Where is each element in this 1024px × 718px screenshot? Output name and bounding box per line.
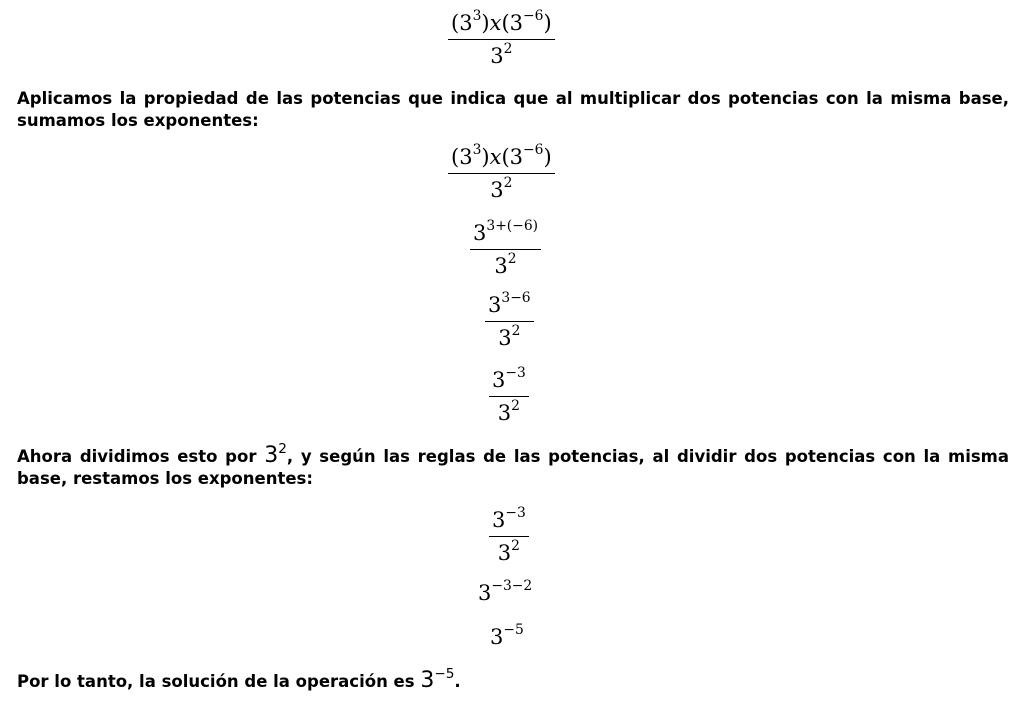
fraction-denominator: $3^2$ [497, 398, 520, 425]
paragraph-text: Por lo tanto, la solución de la operación es [17, 672, 421, 691]
fraction-denominator: $3^2$ [494, 251, 517, 278]
fraction-denominator: $3^2$ [497, 538, 520, 565]
explanation-paragraph-sum: Aplicamos la propiedad de las potencias que indica que al multiplicar dos potencias con la misma base, sumamos los exponentes: [17, 89, 1009, 130]
fraction-numerator: $(3^3)x(3^{-6})$ [451, 8, 552, 35]
paragraph-text: , y según las reglas de las potencias, al dividir dos potencias con la misma base, restamos los exponentes: [17, 447, 1009, 488]
inline-power: $3^2$ [264, 441, 287, 468]
fraction-numerator: $3^{3+(-6)}$ [473, 218, 539, 245]
fraction-numerator: $3^{3-6}$ [488, 290, 531, 317]
fraction-denominator: $3^2$ [498, 323, 521, 350]
initial-fraction [448, 8, 555, 68]
explanation-paragraph-subtract [17, 441, 1009, 490]
fraction-numerator: $3^{-3}$ [492, 365, 526, 392]
inline-power: $3^{-5}$ [420, 666, 455, 693]
fraction-denominator: $3^2$ [490, 175, 513, 202]
step5-fraction [489, 505, 529, 565]
fraction-numerator: $(3^3)x(3^{-6})$ [451, 142, 552, 169]
step4-fraction [489, 365, 529, 425]
paragraph-text: . [454, 672, 461, 691]
step3-fraction [485, 290, 534, 350]
step1-fraction [448, 142, 555, 202]
fraction-denominator: $3^2$ [490, 41, 513, 68]
step7-expression: $3^{-5}$ [490, 622, 524, 649]
step2-fraction [470, 218, 541, 278]
conclusion-paragraph [17, 666, 1009, 693]
paragraph-text: Ahora dividimos esto por [17, 447, 265, 466]
step6-expression: $3^{-3-2}$ [478, 578, 533, 605]
fraction-numerator: $3^{-3}$ [492, 505, 526, 532]
